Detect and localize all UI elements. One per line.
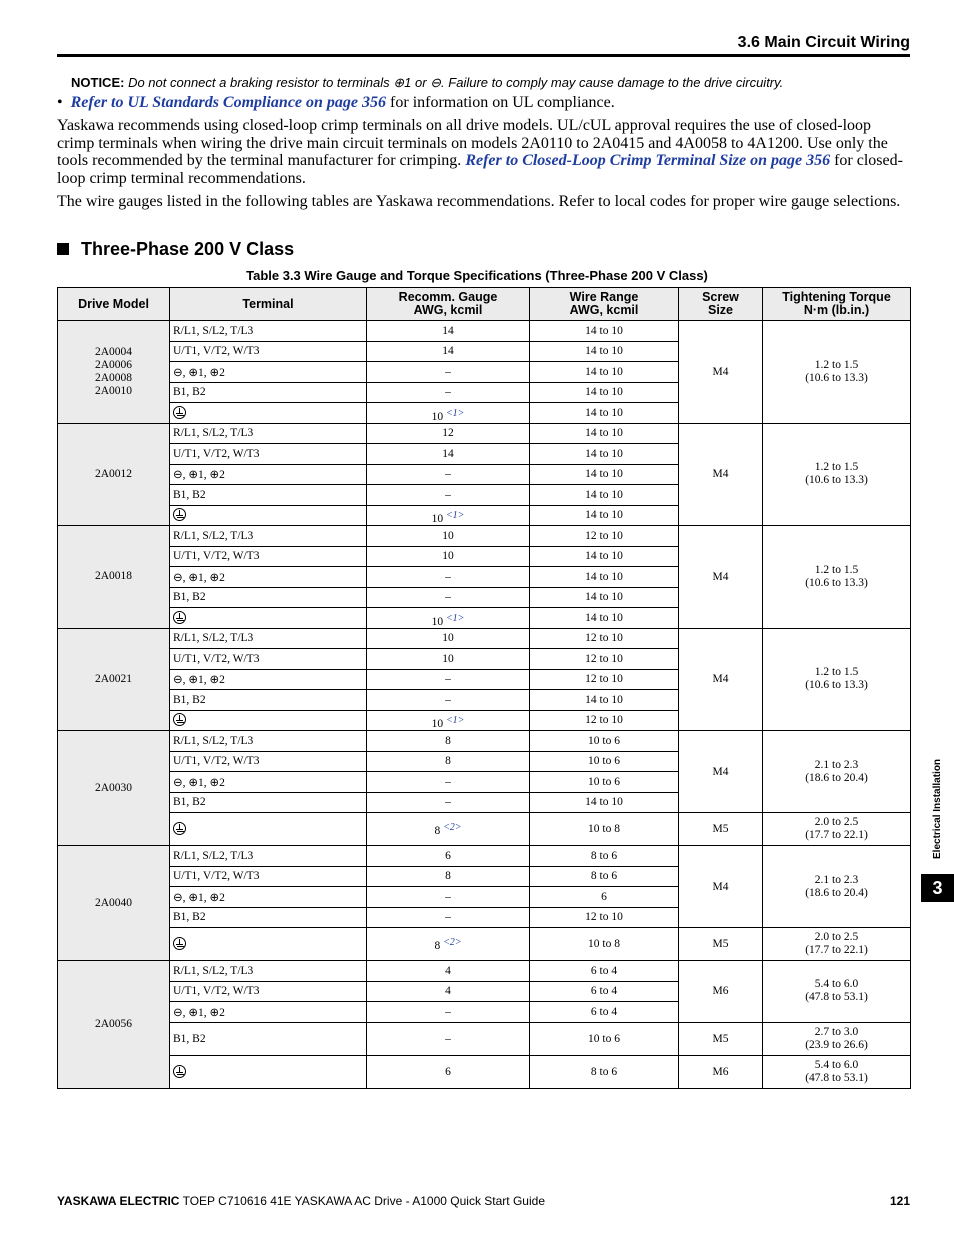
recomm-gauge-cell: 12 [367,423,530,444]
wire-range-cell: 8 to 6 [530,866,679,887]
notice [71,75,783,91]
recomm-gauge-cell: 10 <1> [367,608,530,629]
terminal-cell: R/L1, S/L2, T/L3 [170,846,367,867]
wire-range-cell: 14 to 10 [530,792,679,813]
footnote-ref: <1> [445,407,465,419]
section-title: Three-Phase 200 V Class [81,239,295,259]
terminal-cell: R/L1, S/L2, T/L3 [170,321,367,342]
wire-range-cell: 8 to 6 [530,1055,679,1088]
terminal-cell: U/T1, V/T2, W/T3 [170,546,367,567]
recomm-gauge-cell: 14 [367,341,530,362]
recomm-gauge-cell: – [367,485,530,506]
ground-icon [173,508,186,521]
recomm-gauge-cell: 8 [367,731,530,752]
recomm-gauge-cell: 14 [367,321,530,342]
terminal-cell [170,403,367,424]
terminal-cell: U/T1, V/T2, W/T3 [170,341,367,362]
terminal-cell: R/L1, S/L2, T/L3 [170,961,367,982]
tightening-torque-cell: 5.4 to 6.0 (47.8 to 53.1) [763,961,911,1023]
wire-range-cell: 10 to 6 [530,1022,679,1055]
footer-brand: YASKAWA ELECTRIC [57,1194,180,1208]
crimp-terminal-paragraph [57,117,911,187]
recomm-gauge-cell: 6 [367,846,530,867]
recomm-gauge-cell: 10 [367,628,530,649]
terminal-cell: ⊖, ⊕1, ⊕2 [170,567,367,588]
drive-model-cell: 2A0012 [58,423,170,526]
table-row [58,1055,911,1088]
wire-gauge-paragraph: The wire gauges listed in the following tables are Yaskawa recommendations. Refer to local codes for proper wire gauge selections. [57,193,901,210]
terminal-cell: R/L1, S/L2, T/L3 [170,423,367,444]
table-header-cell: Drive Model [58,288,170,321]
wire-range-cell: 14 to 10 [530,444,679,465]
para1-text2: for closed-loop crimp terminal recommendations. [57,152,903,187]
section-header-title: 3.6 Main Circuit Wiring [737,34,910,51]
screw-size-cell: M4 [679,628,763,731]
wire-range-cell: 6 to 4 [530,961,679,982]
screw-size-cell: M5 [679,1022,763,1055]
table-row [58,813,911,846]
drive-model-cell: 2A0018 [58,526,170,629]
tightening-torque-cell: 1.2 to 1.5 (10.6 to 13.3) [763,423,911,526]
wire-range-cell: 14 to 10 [530,382,679,403]
terminal-cell: B1, B2 [170,1022,367,1055]
terminal-cell: B1, B2 [170,485,367,506]
wire-range-cell: 14 to 10 [530,341,679,362]
recomm-gauge-cell: 10 [367,546,530,567]
wire-range-cell: 14 to 10 [530,505,679,526]
wire-gauge-table [57,287,911,1089]
drive-model-cell: 2A0040 [58,846,170,961]
notice-text: Do not connect a braking resistor to terminals ⊕1 or ⊖. Failure to comply may cause damage to the drive circuitry. [128,75,784,90]
tightening-torque-cell: 5.4 to 6.0 (47.8 to 53.1) [763,1055,911,1088]
terminal-cell [170,928,367,961]
wire-range-cell: 6 to 4 [530,1002,679,1023]
wire-range-cell: 14 to 10 [530,587,679,608]
footnote-ref: <1> [445,715,465,726]
recomm-gauge-cell: 10 [367,526,530,547]
table-row [58,321,911,342]
terminal-cell: U/T1, V/T2, W/T3 [170,444,367,465]
wire-range-cell: 10 to 8 [530,813,679,846]
ground-icon [173,937,186,950]
tightening-torque-cell: 2.1 to 2.3 (18.6 to 20.4) [763,731,911,813]
recomm-gauge-cell: – [367,669,530,690]
terminal-cell [170,813,367,846]
terminal-cell: ⊖, ⊕1, ⊕2 [170,362,367,383]
recomm-gauge-cell: 10 [367,649,530,670]
table-row [58,731,911,752]
wire-range-cell: 10 to 8 [530,928,679,961]
recomm-gauge-cell: – [367,587,530,608]
recomm-gauge-cell: 6 [367,1055,530,1088]
terminal-cell: U/T1, V/T2, W/T3 [170,649,367,670]
bullet-text: for information on UL compliance. [386,94,615,111]
tightening-torque-cell: 2.7 to 3.0 (23.9 to 26.6) [763,1022,911,1055]
tightening-torque-cell: 1.2 to 1.5 (10.6 to 13.3) [763,321,911,424]
screw-size-cell: M6 [679,1055,763,1088]
wire-range-cell: 12 to 10 [530,710,679,731]
wire-range-cell: 12 to 10 [530,669,679,690]
section-square-icon [57,243,69,255]
footnote-ref: <1> [445,612,465,624]
wire-range-cell: 14 to 10 [530,464,679,485]
screw-size-cell: M4 [679,321,763,424]
terminal-cell: B1, B2 [170,690,367,711]
ul-compliance-bullet: • Refer to UL Standards Compliance on page 356 for information on UL compliance. [57,94,615,111]
wire-range-cell: 12 to 10 [530,526,679,547]
recomm-gauge-cell: – [367,1022,530,1055]
wire-range-cell: 14 to 10 [530,546,679,567]
wire-range-cell: 10 to 6 [530,731,679,752]
recomm-gauge-cell: – [367,887,530,908]
table-row [58,423,911,444]
wire-range-cell: 14 to 10 [530,567,679,588]
terminal-cell: R/L1, S/L2, T/L3 [170,731,367,752]
recomm-gauge-cell: 4 [367,981,530,1002]
recomm-gauge-cell: – [367,567,530,588]
recomm-gauge-cell: – [367,792,530,813]
terminal-cell: R/L1, S/L2, T/L3 [170,526,367,547]
table-header-cell: Terminal [170,288,367,321]
recomm-gauge-cell: 8 [367,751,530,772]
terminal-cell: U/T1, V/T2, W/T3 [170,981,367,1002]
recomm-gauge-cell: – [367,362,530,383]
drive-model-cell: 2A0021 [58,628,170,731]
terminal-cell: ⊖, ⊕1, ⊕2 [170,464,367,485]
recomm-gauge-cell: 8 [367,866,530,887]
table-row [58,526,911,547]
ground-icon [173,822,186,835]
crimp-terminal-link[interactable]: Refer to Closed-Loop Crimp Terminal Size on page 356 [465,152,831,169]
wire-range-cell: 14 to 10 [530,403,679,424]
terminal-cell: B1, B2 [170,792,367,813]
ground-icon [173,406,186,419]
tightening-torque-cell: 2.1 to 2.3 (18.6 to 20.4) [763,846,911,928]
recomm-gauge-cell: – [367,382,530,403]
drive-model-cell: 2A0030 [58,731,170,846]
screw-size-cell: M4 [679,423,763,526]
table-body [58,321,911,1089]
wire-range-cell: 14 to 10 [530,321,679,342]
table-header-cell: Recomm. Gauge AWG, kcmil [367,288,530,321]
recomm-gauge-cell: 14 [367,444,530,465]
footnote-ref: <1> [445,510,465,521]
terminal-cell: ⊖, ⊕1, ⊕2 [170,669,367,690]
footnote-ref: <2> [443,821,462,833]
terminal-cell: B1, B2 [170,587,367,608]
footnote-ref: <2> [443,936,462,948]
wire-range-cell: 6 [530,887,679,908]
ground-icon [173,1065,186,1078]
wire-range-cell: 6 to 4 [530,981,679,1002]
terminal-cell: B1, B2 [170,907,367,928]
recomm-gauge-cell: 10 <1> [367,710,530,731]
wire-range-cell: 12 to 10 [530,907,679,928]
tightening-torque-cell: 1.2 to 1.5 (10.6 to 13.3) [763,628,911,731]
terminal-cell: U/T1, V/T2, W/T3 [170,751,367,772]
screw-size-cell: M4 [679,526,763,629]
table-row [58,846,911,867]
tightening-torque-cell: 1.2 to 1.5 (10.6 to 13.3) [763,526,911,629]
ul-compliance-link[interactable]: Refer to UL Standards Compliance on page 356 [70,94,387,111]
header-rule [57,54,910,57]
footer-doc: TOEP C710616 41E YASKAWA AC Drive - A1000 Quick Start Guide [179,1194,545,1208]
tightening-torque-cell: 2.0 to 2.5 (17.7 to 22.1) [763,813,911,846]
notice-label: NOTICE: [71,75,125,90]
wire-range-cell: 10 to 6 [530,772,679,793]
wire-range-cell: 14 to 10 [530,690,679,711]
para1-text: Yaskawa recommends using closed-loop crimp terminals on all drive models. UL/cUL approval requires the use of closed-loop crimp terminals when wiring the drive main circuit terminals on models 2A0110 to 2A0415 and 4A0058 to 4A1200. Use only the tools recommended by the terminal manufacturer for crimping. [57,117,888,169]
wire-range-cell: 14 to 10 [530,485,679,506]
footer [57,1194,910,1208]
recomm-gauge-cell: 8 <2> [367,928,530,961]
table-row [58,628,911,649]
drive-model-cell: 2A0056 [58,961,170,1089]
recomm-gauge-cell: – [367,907,530,928]
drive-model-cell: 2A0004 2A0006 2A0008 2A0010 [58,321,170,424]
table-header-cell: Tightening Torque N·m (lb.in.) [763,288,911,321]
wire-range-cell: 14 to 10 [530,608,679,629]
recomm-gauge-cell: 4 [367,961,530,982]
table-header-cell: Screw Size [679,288,763,321]
wire-range-cell: 8 to 6 [530,846,679,867]
recomm-gauge-cell: – [367,464,530,485]
terminal-cell [170,505,367,526]
table-row [58,1022,911,1055]
screw-size-cell: M4 [679,846,763,928]
terminal-cell: ⊖, ⊕1, ⊕2 [170,1002,367,1023]
recomm-gauge-cell: – [367,772,530,793]
screw-size-cell: M5 [679,813,763,846]
terminal-cell [170,608,367,629]
wire-range-cell: 12 to 10 [530,628,679,649]
screw-size-cell: M5 [679,928,763,961]
terminal-cell: R/L1, S/L2, T/L3 [170,628,367,649]
terminal-cell: ⊖, ⊕1, ⊕2 [170,887,367,908]
wire-range-cell: 14 to 10 [530,423,679,444]
terminal-cell: ⊖, ⊕1, ⊕2 [170,772,367,793]
table-header-cell: Wire Range AWG, kcmil [530,288,679,321]
screw-size-cell: M4 [679,731,763,813]
ground-icon [173,713,186,726]
tightening-torque-cell: 2.0 to 2.5 (17.7 to 22.1) [763,928,911,961]
chapter-tab[interactable]: 3 [921,874,954,902]
terminal-cell: B1, B2 [170,382,367,403]
recomm-gauge-cell: 8 <2> [367,813,530,846]
terminal-cell: U/T1, V/T2, W/T3 [170,866,367,887]
wire-range-cell: 10 to 6 [530,751,679,772]
table-row [58,928,911,961]
screw-size-cell: M6 [679,961,763,1023]
recomm-gauge-cell: 10 <1> [367,505,530,526]
ground-icon [173,611,186,624]
side-chapter-label: Electrical Installation [932,758,943,859]
section-heading [57,239,294,260]
wire-range-cell: 14 to 10 [530,362,679,383]
table-header-row [58,288,911,321]
recomm-gauge-cell: – [367,1002,530,1023]
page-number: 121 [889,1194,910,1208]
terminal-cell [170,710,367,731]
table-caption: Table 3.3 Wire Gauge and Torque Specifications (Three-Phase 200 V Class) [246,268,708,283]
terminal-cell [170,1055,367,1088]
table-row [58,961,911,982]
recomm-gauge-cell: – [367,690,530,711]
recomm-gauge-cell: 10 <1> [367,403,530,424]
wire-range-cell: 12 to 10 [530,649,679,670]
